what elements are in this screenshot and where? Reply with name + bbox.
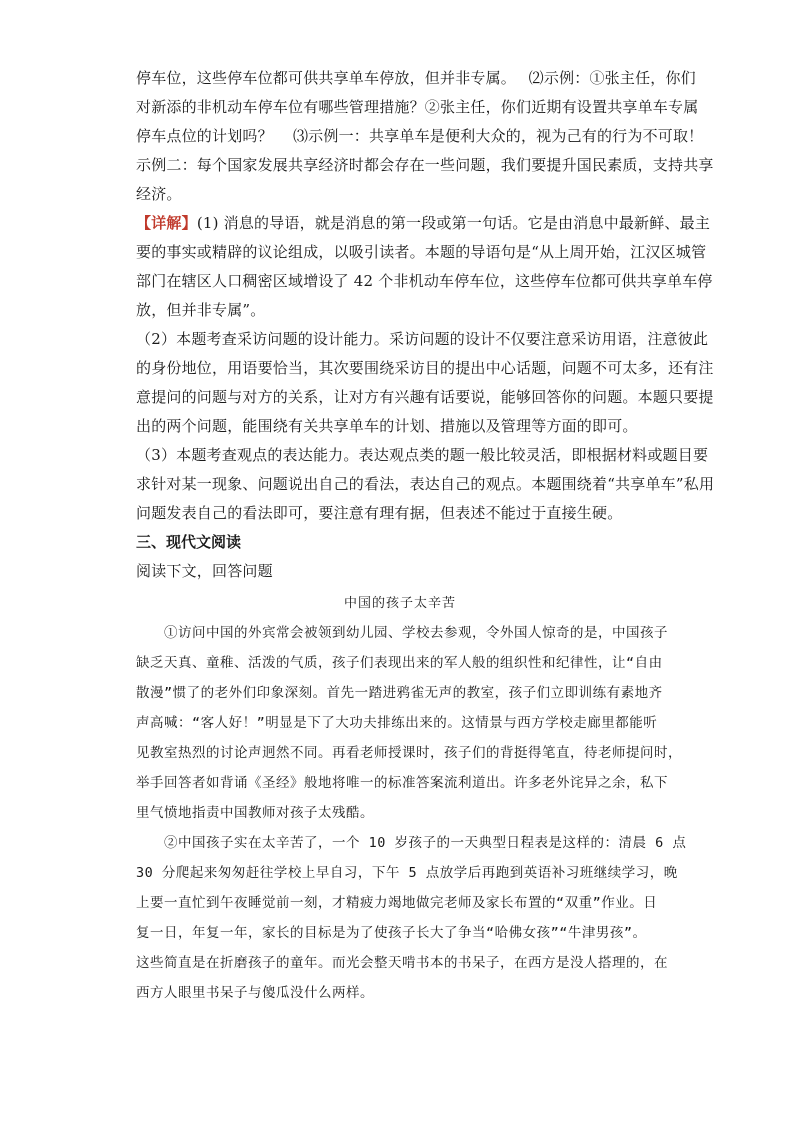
detail-tag: 【详解】 xyxy=(136,214,197,232)
passage-line: 见教室热烈的讨论声迥然不同。再看老师授课时，孩子们的背挺得笔直，待老师提问时， xyxy=(136,745,682,761)
answer-block xyxy=(136,64,714,209)
detail-line: 放，但并非专属”。 xyxy=(136,301,266,319)
passage-body xyxy=(136,618,687,1008)
passage-line: 缺乏天真、童稚、活泼的气质，孩子们表现出来的军人般的组织性和纪律性，让“自由 xyxy=(136,655,663,671)
answer-line: 停车点位的计划吗？ ⑶示例一：共享单车是便利大众的，视为己有的行为不可取！ xyxy=(136,127,704,145)
detail-line: 的身份地位，用语要恰当，其次要围绕采访目的提出中心话题，问题不可太多，还有注 xyxy=(136,359,714,377)
detail-line: 出的两个问题，能围绕有关共享单车的计划、措施以及管理等方面的即可。 xyxy=(136,417,638,435)
section-heading: 三、现代文阅读 xyxy=(136,533,242,551)
passage-line: 这些简直是在折磨孩子的童年。而光会整天啃书本的书呆子，在西方是没人搭理的，在 xyxy=(136,955,668,971)
answer-line: 停车位，这些停车位都可供共享单车停放，但并非专属。 ⑵示例：①张主任，你们 xyxy=(136,69,696,87)
passage-line: 西方人眼里书呆子与傻瓜没什么两样。 xyxy=(136,985,374,1001)
passage-line: ②中国孩子实在太辛苦了，一个 10 岁孩子的一天典型日程表是这样的：清晨 6 点 xyxy=(136,835,687,851)
passage-line: 复一日，年复一年，家长的目标是为了使孩子长大了争当“哈佛女孩”“牛津男孩”。 xyxy=(136,925,647,941)
detail-line: 问题发表自己的看法即可，要注意有理有据，但表述不能过于直接生硬。 xyxy=(136,504,623,522)
detail-line: 意提问的问题与对方的关系，让对方有兴趣有话要说，能够回答你的问题。本题只要提 xyxy=(136,388,714,406)
detail-line-text: (1) 消息的导语，就是消息的第一段或第一句话。它是由消息中最新鲜、最主 xyxy=(196,214,711,232)
detail-line: （2）本题考查采访问题的设计能力。采访问题的设计不仅要注意采访用语，注意彼此 xyxy=(136,330,709,348)
passage-line: 上要一直忙到午夜睡觉前一刻，才精疲力竭地做完老师及家长布置的“双重”作业。日 xyxy=(136,895,658,911)
detail-line: 要的事实或精辟的议论组成，以吸引读者。本题的导语句是“从上周开始，江汉区城管 xyxy=(136,243,707,261)
detail-block xyxy=(136,209,715,528)
passage-line: 声高喊：“客人好！”明显是下了大功夫排练出来的。这情景与西方学校走廊里都能听 xyxy=(136,715,658,731)
answer-line: 示例二：每个国家发展共享经济时都会存在一些问题，我们要提升国民素质，支持共享 xyxy=(136,156,714,174)
detail-line: 部门在辖区人口稠密区域增设了 42 个非机动车停车位，这些停车位都可供共享单车停 xyxy=(136,272,713,290)
passage-line: 里气愤地指责中国教师对孩子太残酷。 xyxy=(136,805,374,821)
passage-line: 30 分爬起来匆匆赶往学校上早自习，下午 5 点放学后再跑到英语补习班继续学习，晚 xyxy=(136,865,678,881)
passage-title: 中国的孩子太辛苦 xyxy=(343,596,456,611)
passage-line: 举手回答者如背诵《圣经》般地将唯一的标准答案流利道出。许多老外诧异之余，私下 xyxy=(136,775,668,791)
passage-line: 散漫”惯了的老外们印象深刻。首先一踏进鸦雀无声的教室，孩子们立即训练有素地齐 xyxy=(136,685,663,701)
detail-line: （3）本题考查观点的表达能力。表达观点类的题一般比较灵活，即根据材料或题目要 xyxy=(136,446,709,464)
passage-line: ①访问中国的外宾常会被领到幼儿园、学校去参观，令外国人惊奇的是，中国孩子 xyxy=(136,625,668,641)
answer-line: 经济。 xyxy=(136,185,182,203)
answer-line: 对新添的非机动车停车位有哪些管理措施？②张主任，你们近期有设置共享单车专属 xyxy=(136,98,699,116)
detail-line xyxy=(136,209,711,238)
document-content xyxy=(136,64,715,1008)
detail-line: 求针对某一现象、问题说出自己的看法，表达自己的观点。本题围绕着“共享单车”私用 xyxy=(136,475,715,493)
section-instruction: 阅读下文，回答问题 xyxy=(136,562,273,580)
